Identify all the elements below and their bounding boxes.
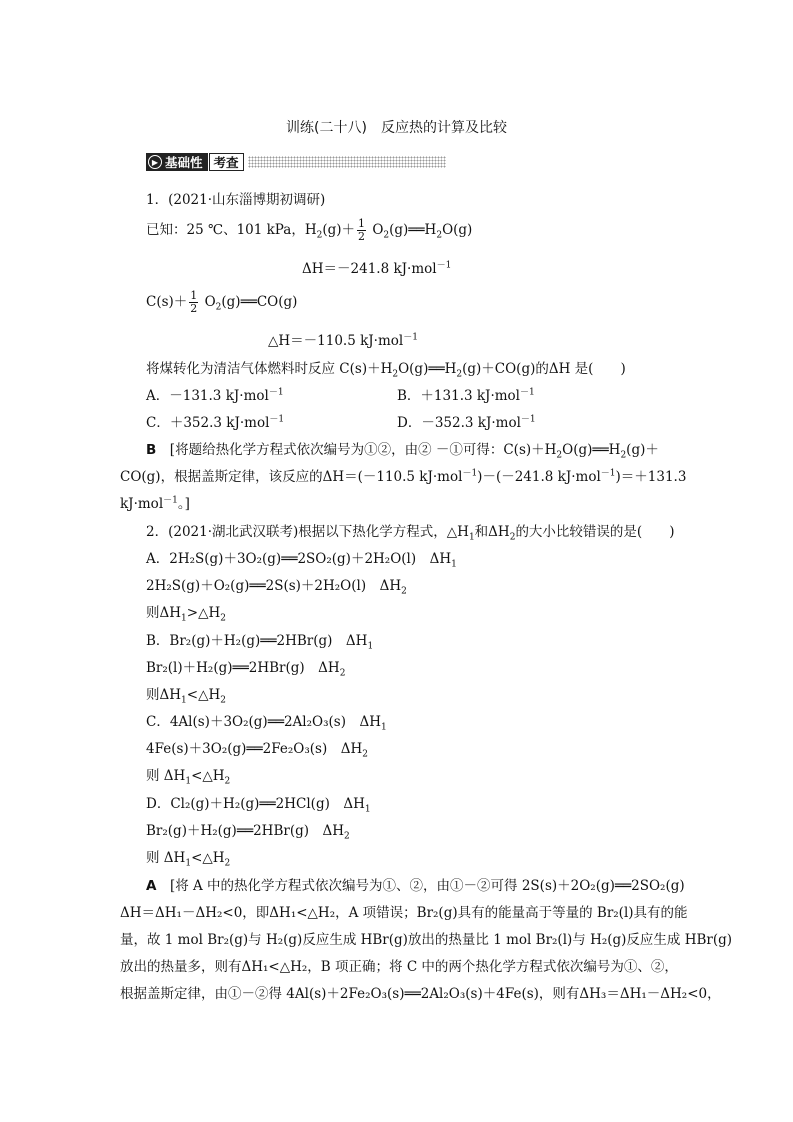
q1-equation-2: C(s)＋ $\frac{1}{2}$ $O_2(g)══CO(g)$ (146, 289, 298, 315)
q2-answer-line-1: A [将 A 中的热化学方程式依次编号为①、②，由①－②可得 2S(s)＋2O₂(g)══2SO₂(g) (146, 878, 685, 894)
decorative-dots (248, 156, 446, 168)
q2-stem: 2．(2021·湖北武汉联考)根据以下热化学方程式，$\triangle H_1$和$\Delta H_2$的大小比较错误的是( ) (146, 524, 675, 543)
q2-answer-line-3: 量，故 1 mol Br₂(g)与 H₂(g)反应生成 HBr(g)放出的热量比 1 mol Br₂(l)与 H₂(g)反应生成 HBr(g) (120, 932, 733, 948)
q2-option-a-eq1: A．2H₂S(g)＋3O₂(g)══2SO₂(g)＋2H₂O(l) $\Delta H_1$ (146, 551, 457, 570)
q1-stem: 将煤转化为清洁气体燃料时反应 $C(s)+H_2O(g)══H_2(g)+CO(g)$的ΔH 是( ) (146, 361, 626, 380)
q2-answer-line-2: ΔH＝ΔH₁－ΔH₂<0，即ΔH₁<△H₂，A 项错误；Br₂(g)具有的能量高于等量的 Br₂(l)具有的能 (120, 905, 688, 921)
q1-option-c: C．＋352.3 kJ·mol$^{-1}$ (146, 414, 285, 431)
q2-option-c-claim: 则 $\Delta H_1<\triangle H_2$ (146, 768, 231, 787)
fraction-half: $\frac{1}{2}$ (190, 289, 198, 315)
q2-answer-line-4: 放出的热量多，则有ΔH₁<△H₂，B 项正确；将 C 中的两个热化学方程式依次编号为①、②， (120, 959, 678, 975)
q1-dh2: △H＝－110.5 kJ·mol$^{-1}$ (268, 332, 418, 349)
section-label-text: 基础性 (165, 155, 203, 170)
section-banner (146, 152, 446, 172)
fraction-half: $\frac{1}{2}$ (358, 217, 366, 243)
q1-dh1: ΔH＝－241.8 kJ·mol$^{-1}$ (302, 260, 452, 277)
q2-option-b-eq2: Br₂(l)＋H₂(g)══2HBr(g) $\Delta H_2$ (146, 660, 346, 679)
q1-option-a: A．－131.3 kJ·mol$^{-1}$ (146, 387, 284, 404)
q2-option-a-eq2: 2H₂S(g)＋O₂(g)══2S(s)＋2H₂O(l) $\Delta H_2$ (146, 578, 407, 597)
q1-source: 1．(2021·山东淄博期初调研) (146, 192, 326, 208)
q2-option-b-eq1: B．Br₂(g)＋H₂(g)══2HBr(g) $\Delta H_1$ (146, 633, 374, 652)
q2-option-b-claim: 则$\Delta H_1<\triangle H_2$ (146, 687, 226, 706)
q1-answer-line-1: B [将题给热化学方程式依次编号为①②，由② －①可得：$C(s)+H_2O(g)══H_2(g)+$ (146, 442, 659, 461)
page-title: 训练(二十八) 反应热的计算及比较 (286, 120, 507, 136)
q2-option-d-eq2: Br₂(g)＋H₂(g)══2HBr(g) $\Delta H_2$ (146, 823, 350, 842)
q2-option-a-claim: 则$\Delta H_1>\triangle H_2$ (146, 605, 226, 624)
q2-answer-line-5: 根据盖斯定律，由①－②得 4Al(s)＋2Fe₂O₃(s)══2Al₂O₃(s)＋4Fe(s)，则有ΔH₃＝ΔH₁－ΔH₂<0， (120, 986, 721, 1002)
q1-option-b: B．＋131.3 kJ·mol$^{-1}$ (397, 387, 535, 404)
q2-option-c-eq2: 4Fe(s)＋3O₂(g)══2Fe₂O₃(s) $\Delta H_2$ (146, 741, 368, 760)
section-label-2: 考查 (209, 153, 244, 171)
q1-answer-line-3: kJ·mol$^{-1}$。] (120, 495, 190, 512)
play-icon: ▶ (148, 155, 162, 169)
q2-option-c-eq1: C．4Al(s)＋3O₂(g)══2Al₂O₃(s) $\Delta H_1$ (146, 714, 387, 733)
q1-given-equation: 已知：25 ℃、101 kPa，$H_2(g)+$ $\frac{1}{2}$ $O_2(g)══H_2O(g)$ (146, 217, 473, 243)
section-label (146, 153, 208, 171)
q1-answer-line-2: CO(g)，根据盖斯定律，该反应的ΔH＝(－110.5 kJ·mol$^{-1}$)－(－241.8 kJ·mol$^{-1}$)＝＋131.3 (120, 468, 687, 485)
q2-option-d-eq1: D．Cl₂(g)＋H₂(g)══2HCl(g) $\Delta H_1$ (146, 796, 371, 815)
q1-option-d: D．－352.3 kJ·mol$^{-1}$ (397, 414, 536, 431)
q2-option-d-claim: 则 $\Delta H_1<\triangle H_2$ (146, 850, 231, 869)
